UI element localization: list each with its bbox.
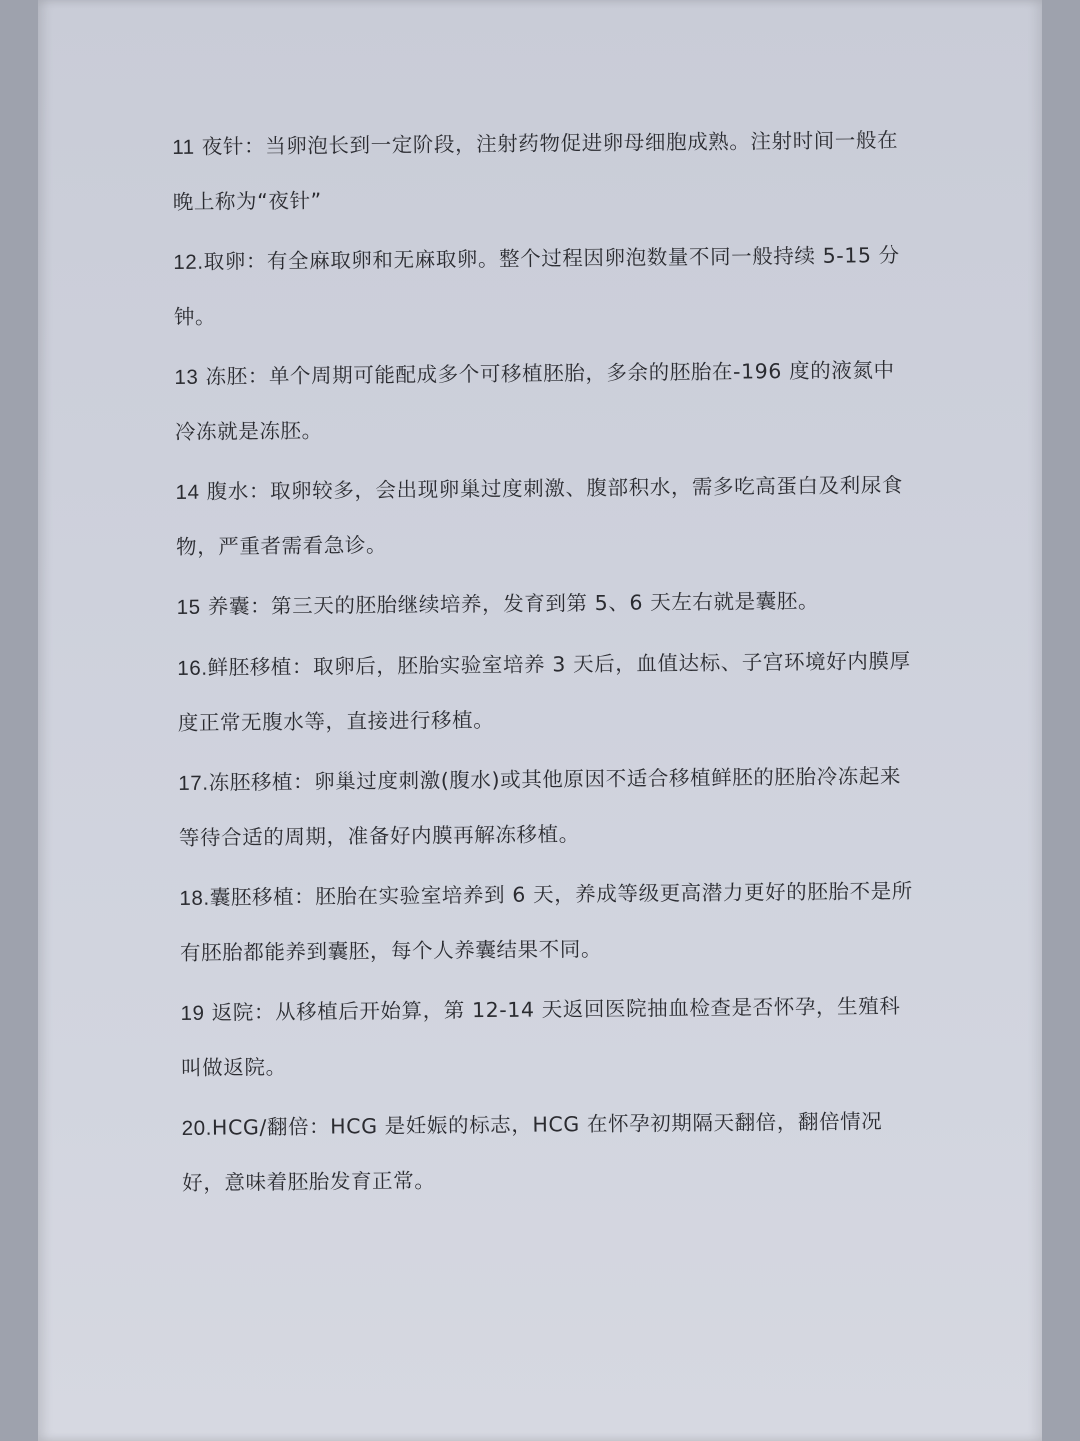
entry-13 <box>174 343 915 459</box>
entry-number: 19 <box>180 1001 205 1025</box>
paper-sheet <box>38 0 1042 1441</box>
entry-number: 20. <box>181 1116 213 1140</box>
entry-15 <box>176 573 916 635</box>
entry-number: 12. <box>173 250 204 274</box>
document-body <box>172 113 922 1216</box>
entry-17 <box>178 749 919 865</box>
entry-text: 返院：从移植后开始算，第 12-14 天返回医院抽血检查是否怀孕，生殖科叫做返院。 <box>180 994 901 1080</box>
entry-text: 冻胚移植：卵巢过度刺激(腹水)或其他原因不适合移植鲜胚的胚胎冷冻起来等待合适的周期，准备好内膜再解冻移植。 <box>178 764 902 850</box>
entry-number: 16. <box>177 656 208 680</box>
entry-14 <box>175 458 916 574</box>
entry-text: 夜针：当卵泡长到一定阶段，注射药物促进卵母细胞成熟。注射时间一般在晚上称为“夜针” <box>172 128 899 214</box>
entry-19 <box>180 979 921 1095</box>
entry-11 <box>172 113 913 229</box>
entry-20 <box>181 1094 922 1210</box>
entry-text: 冻胚：单个周期可能配成多个可移植胚胎，多余的胚胎在-196 度的液氮中冷冻就是冻胚。 <box>174 358 895 444</box>
entry-12 <box>173 228 914 344</box>
entry-16 <box>177 634 918 750</box>
entry-number: 17. <box>178 771 209 795</box>
entry-number: 13 <box>174 365 199 389</box>
entry-text: 腹水：取卵较多，会出现卵巢过度刺激、腹部积水，需多吃高蛋白及利尿食物，严重者需看急诊。 <box>175 473 904 559</box>
entry-number: 11 <box>172 135 195 159</box>
entry-text: 鲜胚移植：取卵后，胚胎实验室培养 3 天后，血值达标、子宫环境好内膜厚度正常无腹水等，直接进行移植。 <box>177 648 911 735</box>
entry-text: 养囊：第三天的胚胎继续培养，发育到第 5、6 天左右就是囊胚。 <box>200 588 820 619</box>
entry-number: 18. <box>179 886 210 910</box>
entry-text: HCG/翻倍：HCG 是妊娠的标志，HCG 在怀孕初期隔天翻倍，翻倍情况好，意味着胚胎发育正常。 <box>182 1109 883 1195</box>
entry-number: 14 <box>175 480 200 504</box>
entry-number: 15 <box>176 595 201 619</box>
entry-text: 取卵：有全麻取卵和无麻取卵。整个过程因卵泡数量不同一般持续 5-15 分钟。 <box>173 243 900 329</box>
entry-18 <box>179 864 920 980</box>
entry-text: 囊胚移植：胚胎在实验室培养到 6 天，养成等级更高潜力更好的胚胎不是所有胚胎都能养到囊胚，每个人养囊结果不同。 <box>179 878 913 965</box>
